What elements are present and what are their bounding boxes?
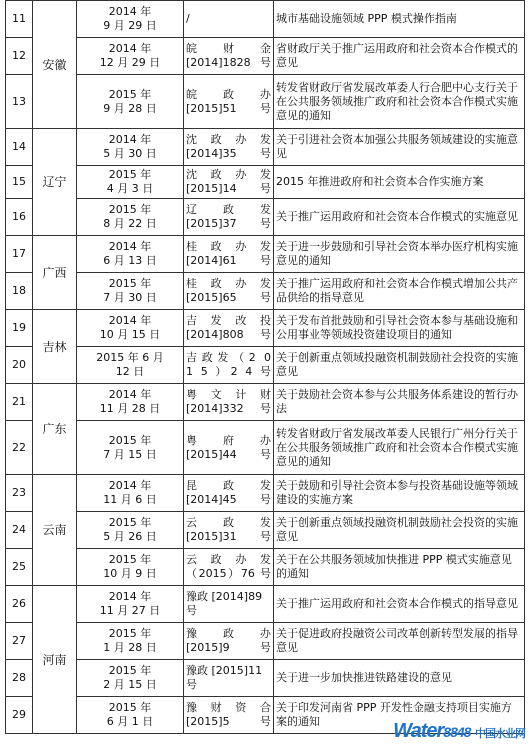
title-cell: 关于发布首批鼓励和引导社会资本参与基础设施和公用事业等领域投资建设项目的通知 bbox=[274, 310, 525, 347]
table-row bbox=[6, 549, 525, 586]
row-number: 14 bbox=[6, 129, 33, 166]
doc-number-cell: 云 政 发 [2015]31 号 bbox=[184, 512, 274, 549]
doc-number-cell: 辽 政 发 [2015]37 号 bbox=[184, 199, 274, 236]
table-row bbox=[6, 660, 525, 697]
doc-number-cell: 豫 财 资 合 [2015]5 号 bbox=[184, 697, 274, 734]
table-row bbox=[6, 129, 525, 166]
row-number: 21 bbox=[6, 384, 33, 421]
table-row bbox=[6, 384, 525, 421]
doc-number-cell: 豫 政 办 [2015]9 号 bbox=[184, 623, 274, 660]
province-cell: 云南 bbox=[33, 475, 77, 586]
table-row bbox=[6, 310, 525, 347]
title-cell: 转发省财政厅省发展改革委人行合肥中心支行关于在公共服务领域推广政府和社会资本合作模式实施意见的通知 bbox=[274, 75, 525, 129]
date-cell: 2015 年 5 月 26 日 bbox=[77, 512, 184, 549]
date-cell: 2014 年 11 月 6 日 bbox=[77, 475, 184, 512]
title-cell: 关于在公共服务领域加快推进 PPP 模式实施意见的通知 bbox=[274, 549, 525, 586]
date-cell: 2015 年 7 月 30 日 bbox=[77, 273, 184, 310]
doc-number-cell: 皖 政 办 [2015]51 号 bbox=[184, 75, 274, 129]
date-cell: 2015 年 6 月 1 日 bbox=[77, 697, 184, 734]
doc-number-cell: 桂 政 办 发 [2014]61 号 bbox=[184, 236, 274, 273]
doc-number-cell: 昆 政 发 [2014]45 号 bbox=[184, 475, 274, 512]
table-row bbox=[6, 475, 525, 512]
row-number: 16 bbox=[6, 199, 33, 236]
title-cell: 转发省财政厅省发展改革委人民银行广州分行关于在公共服务领域推广政府和社会资本合作模式实施意见的通知 bbox=[274, 421, 525, 475]
date-cell: 2014 年 5 月 30 日 bbox=[77, 129, 184, 166]
title-cell: 关于鼓励和引导社会资本参与投资基础设施等领域建设的实施方案 bbox=[274, 475, 525, 512]
table-row bbox=[6, 347, 525, 384]
title-cell: 省财政厅关于推广运用政府和社会资本合作模式的意见 bbox=[274, 38, 525, 75]
row-number: 28 bbox=[6, 660, 33, 697]
province-cell: 安徽 bbox=[33, 1, 77, 129]
table-row bbox=[6, 421, 525, 475]
row-number: 13 bbox=[6, 75, 33, 129]
date-cell: 2014 年 12 月 29 日 bbox=[77, 38, 184, 75]
row-number: 24 bbox=[6, 512, 33, 549]
date-cell: 2015 年 1 月 28 日 bbox=[77, 623, 184, 660]
province-cell: 广西 bbox=[33, 236, 77, 310]
title-cell: 关于促进政府投融资公司改革创新转型发展的指导意见 bbox=[274, 623, 525, 660]
doc-number-cell: 桂 政 办 发 [2015]65 号 bbox=[184, 273, 274, 310]
row-number: 29 bbox=[6, 697, 33, 734]
doc-number-cell: 沈 政 办 发 [2014]35 号 bbox=[184, 129, 274, 166]
table-row bbox=[6, 512, 525, 549]
doc-number-cell: 吉 发 改 投 [2014]808 号 bbox=[184, 310, 274, 347]
doc-number-cell: 吉政发（2 0 1 5 ）2 4 号 bbox=[184, 347, 274, 384]
row-number: 17 bbox=[6, 236, 33, 273]
table-row bbox=[6, 199, 525, 236]
title-cell: 关于进一步加快推进铁路建设的意见 bbox=[274, 660, 525, 697]
doc-number-cell: 豫政 [2014]89 号 bbox=[184, 586, 274, 623]
doc-number-cell: 粤 文 计 财 [2014]332 号 bbox=[184, 384, 274, 421]
table-row bbox=[6, 586, 525, 623]
row-number: 12 bbox=[6, 38, 33, 75]
row-number: 26 bbox=[6, 586, 33, 623]
table-row bbox=[6, 236, 525, 273]
row-number: 22 bbox=[6, 421, 33, 475]
title-cell: 关于创新重点领域投融资机制鼓励社会投资的实施意见 bbox=[274, 512, 525, 549]
watermark-logo: Water8848 中国水业网 bbox=[393, 720, 525, 742]
date-cell: 2014 年 11 月 27 日 bbox=[77, 586, 184, 623]
doc-number-cell: 皖 财 金 [2014]1828 号 bbox=[184, 38, 274, 75]
row-number: 20 bbox=[6, 347, 33, 384]
date-cell: 2015 年 4 月 3 日 bbox=[77, 166, 184, 199]
date-cell: 2014 年 11 月 28 日 bbox=[77, 384, 184, 421]
table-row bbox=[6, 38, 525, 75]
row-number: 11 bbox=[6, 1, 33, 38]
doc-number-cell: 粤 府 办 [2015]44 号 bbox=[184, 421, 274, 475]
date-cell: 2015 年 7 月 15 日 bbox=[77, 421, 184, 475]
table-row bbox=[6, 75, 525, 129]
date-cell: 2015 年 9 月 28 日 bbox=[77, 75, 184, 129]
title-cell: 城市基础设施领域 PPP 模式操作指南 bbox=[274, 1, 525, 38]
table-row bbox=[6, 623, 525, 660]
title-cell: 关于鼓励社会资本参与公共服务体系建设的暂行办法 bbox=[274, 384, 525, 421]
title-cell: 关于创新重点领域投融资机制鼓励社会投资的实施意见 bbox=[274, 347, 525, 384]
row-number: 15 bbox=[6, 166, 33, 199]
province-cell: 辽宁 bbox=[33, 129, 77, 236]
row-number: 25 bbox=[6, 549, 33, 586]
date-cell: 2015 年 2 月 15 日 bbox=[77, 660, 184, 697]
title-cell: 2015 年推进政府和社会资本合作实施方案 bbox=[274, 166, 525, 199]
doc-number-cell: 云 政 办 发 （2015）76 号 bbox=[184, 549, 274, 586]
row-number: 23 bbox=[6, 475, 33, 512]
row-number: 27 bbox=[6, 623, 33, 660]
doc-number-cell: 豫政 [2015]11 号 bbox=[184, 660, 274, 697]
date-cell: 2015 年 6 月 12 日 bbox=[77, 347, 184, 384]
table-row bbox=[6, 273, 525, 310]
title-cell: 关于推广运用政府和社会资本合作模式的指导意见 bbox=[274, 586, 525, 623]
doc-number-cell: 沈 政 办 发 [2015]14 号 bbox=[184, 166, 274, 199]
date-cell: 2015 年 10 月 9 日 bbox=[77, 549, 184, 586]
table-row bbox=[6, 1, 525, 38]
row-number: 19 bbox=[6, 310, 33, 347]
title-cell: 关于引进社会资本加强公共服务领域建设的实施意见 bbox=[274, 129, 525, 166]
title-cell: 关于推广运用政府和社会资本合作模式增加公共产品供给的指导意见 bbox=[274, 273, 525, 310]
date-cell: 2014 年 10 月 15 日 bbox=[77, 310, 184, 347]
table-row bbox=[6, 166, 525, 199]
policy-table bbox=[5, 0, 525, 734]
title-cell: 关于推广运用政府和社会资本合作模式的实施意见 bbox=[274, 199, 525, 236]
title-cell: 关于印发河南省 PPP 开发性金融支持项目实施方案的通知 bbox=[274, 697, 525, 734]
title-cell: 关于进一步鼓励和引导社会资本举办医疗机构实施意见的通知 bbox=[274, 236, 525, 273]
province-cell: 广东 bbox=[33, 384, 77, 475]
doc-number-cell: / bbox=[184, 1, 274, 38]
province-cell: 吉林 bbox=[33, 310, 77, 384]
province-cell: 河南 bbox=[33, 586, 77, 734]
date-cell: 2015 年 8 月 22 日 bbox=[77, 199, 184, 236]
row-number: 18 bbox=[6, 273, 33, 310]
date-cell: 2014 年 9 月 29 日 bbox=[77, 1, 184, 38]
date-cell: 2014 年 6 月 13 日 bbox=[77, 236, 184, 273]
